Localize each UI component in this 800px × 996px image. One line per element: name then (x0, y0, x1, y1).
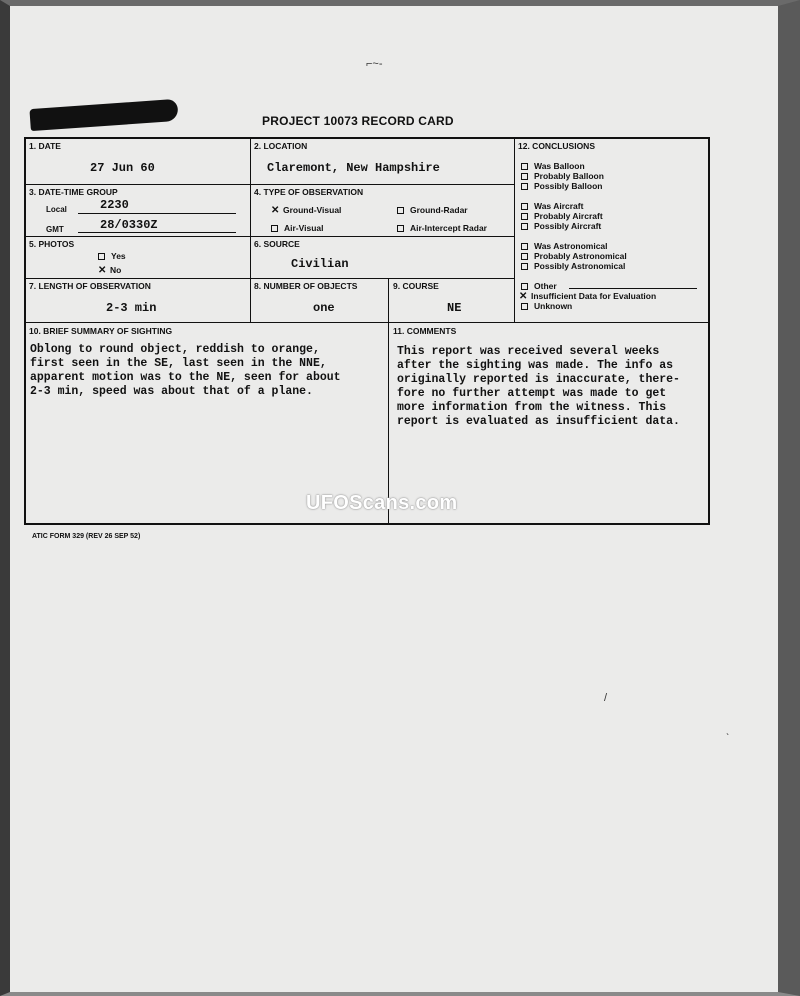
summary-line-4: 2-3 min, speed was about that of a plane. (30, 385, 313, 398)
date-cell (26, 139, 251, 185)
date-value: 27 Jun 60 (90, 161, 155, 175)
checkbox-icon (98, 253, 105, 260)
date-time-group-cell (26, 185, 251, 237)
pen-mark: / (604, 692, 608, 704)
conclusion-was-balloon: Was Balloon (521, 161, 585, 171)
course-cell (389, 279, 515, 323)
course-label: 9. COURSE (393, 281, 439, 291)
comments-line-6: report is evaluated as insufficient data. (397, 415, 680, 428)
conclusion-probably-aircraft: Probably Aircraft (521, 211, 603, 221)
comments-line-3: originally reported is inaccurate, there- (397, 373, 680, 386)
checkbox-icon (521, 253, 528, 260)
option-air-visual: Air-Visual (271, 223, 324, 233)
length-value: 2-3 min (106, 301, 157, 315)
conclusion-was-astronomical: Was Astronomical (521, 241, 608, 251)
conclusion-insufficient-data: ✕ Insufficient Data for Evaluation (519, 291, 657, 303)
location-label: 2. LOCATION (254, 141, 308, 151)
comments-line-5: more information from the witness. This (397, 401, 667, 414)
conclusion-probably-balloon: Probably Balloon (521, 171, 604, 181)
conclusion-possibly-balloon: Possibly Balloon (521, 181, 603, 191)
checkbox-icon (397, 207, 404, 214)
source-label: 6. SOURCE (254, 239, 300, 249)
source-value: Civilian (291, 257, 349, 271)
checkbox-icon (521, 283, 528, 290)
local-value: 2230 (100, 198, 129, 212)
x-mark-icon: ✕ (98, 265, 107, 277)
gmt-value: 28/0330Z (100, 218, 158, 232)
option-ground-visual: ✕ Ground-Visual (271, 205, 342, 217)
checkbox-icon (521, 173, 528, 180)
conclusions-cell (515, 139, 710, 323)
summary-line-1: Oblong to round object, reddish to orange, (30, 343, 320, 356)
pen-mark: ⌐~- (366, 58, 383, 70)
conclusion-possibly-aircraft: Possibly Aircraft (521, 221, 601, 231)
summary-line-2: first seen in the SE, last seen in the NNE, (30, 357, 327, 370)
checkbox-icon (521, 213, 528, 220)
gmt-line (78, 232, 236, 233)
dtg-label: 3. DATE-TIME GROUP (29, 187, 118, 197)
option-photos-no: ✕ No (98, 265, 122, 277)
conclusion-was-aircraft: Was Aircraft (521, 201, 583, 211)
option-air-intercept-radar: Air-Intercept Radar (397, 223, 487, 233)
comments-label: 11. COMMENTS (393, 326, 457, 336)
conclusion-other: Other (521, 281, 557, 291)
option-ground-radar: Ground-Radar (397, 205, 468, 215)
checkbox-icon (521, 223, 528, 230)
local-line (78, 213, 236, 214)
gmt-label: GMT (46, 225, 64, 234)
number-of-objects-cell (251, 279, 389, 323)
checkbox-icon (521, 163, 528, 170)
conclusion-possibly-astronomical: Possibly Astronomical (521, 261, 625, 271)
card-title: PROJECT 10073 RECORD CARD (262, 114, 454, 128)
checkbox-icon (271, 225, 278, 232)
comments-line-2: after the sighting was made. The info as (397, 359, 674, 372)
location-cell (251, 139, 515, 185)
number-of-objects-value: one (313, 301, 335, 315)
summary-label: 10. BRIEF SUMMARY OF SIGHTING (29, 326, 173, 336)
conclusion-probably-astronomical: Probably Astronomical (521, 251, 627, 261)
watermark: UFOScans.com (306, 492, 458, 514)
course-value: NE (447, 301, 462, 315)
number-of-objects-label: 8. NUMBER OF OBJECTS (254, 281, 358, 291)
type-of-observation-label: 4. TYPE OF OBSERVATION (254, 187, 364, 197)
checkbox-icon (397, 225, 404, 232)
comments-line-4: fore no further attempt was made to get (397, 387, 667, 400)
x-mark-icon: ✕ (271, 205, 280, 217)
checkbox-icon (521, 203, 528, 210)
option-photos-yes: Yes (98, 251, 126, 261)
pen-mark: ˎ (726, 724, 730, 736)
type-of-observation-cell (251, 185, 515, 237)
conclusion-unknown: Unknown (521, 301, 572, 311)
source-cell (251, 237, 515, 279)
date-label: 1. DATE (29, 141, 61, 151)
checkbox-icon (521, 243, 528, 250)
length-label: 7. LENGTH OF OBSERVATION (29, 281, 151, 291)
photos-cell (26, 237, 251, 279)
record-card (24, 137, 710, 525)
length-cell (26, 279, 251, 323)
x-mark-icon: ✕ (519, 291, 528, 303)
checkbox-icon (521, 183, 528, 190)
summary-line-3: apparent motion was to the NE, seen for about (30, 371, 341, 384)
checkbox-icon (521, 303, 528, 310)
location-value: Claremont, New Hampshire (267, 161, 440, 175)
local-label: Local (46, 205, 67, 214)
comments-line-1: This report was received several weeks (397, 345, 660, 358)
other-line (569, 288, 697, 289)
conclusions-label: 12. CONCLUSIONS (518, 141, 595, 151)
checkbox-icon (521, 263, 528, 270)
form-id: ATIC FORM 329 (REV 26 SEP 52) (32, 533, 141, 540)
photos-label: 5. PHOTOS (29, 239, 75, 249)
